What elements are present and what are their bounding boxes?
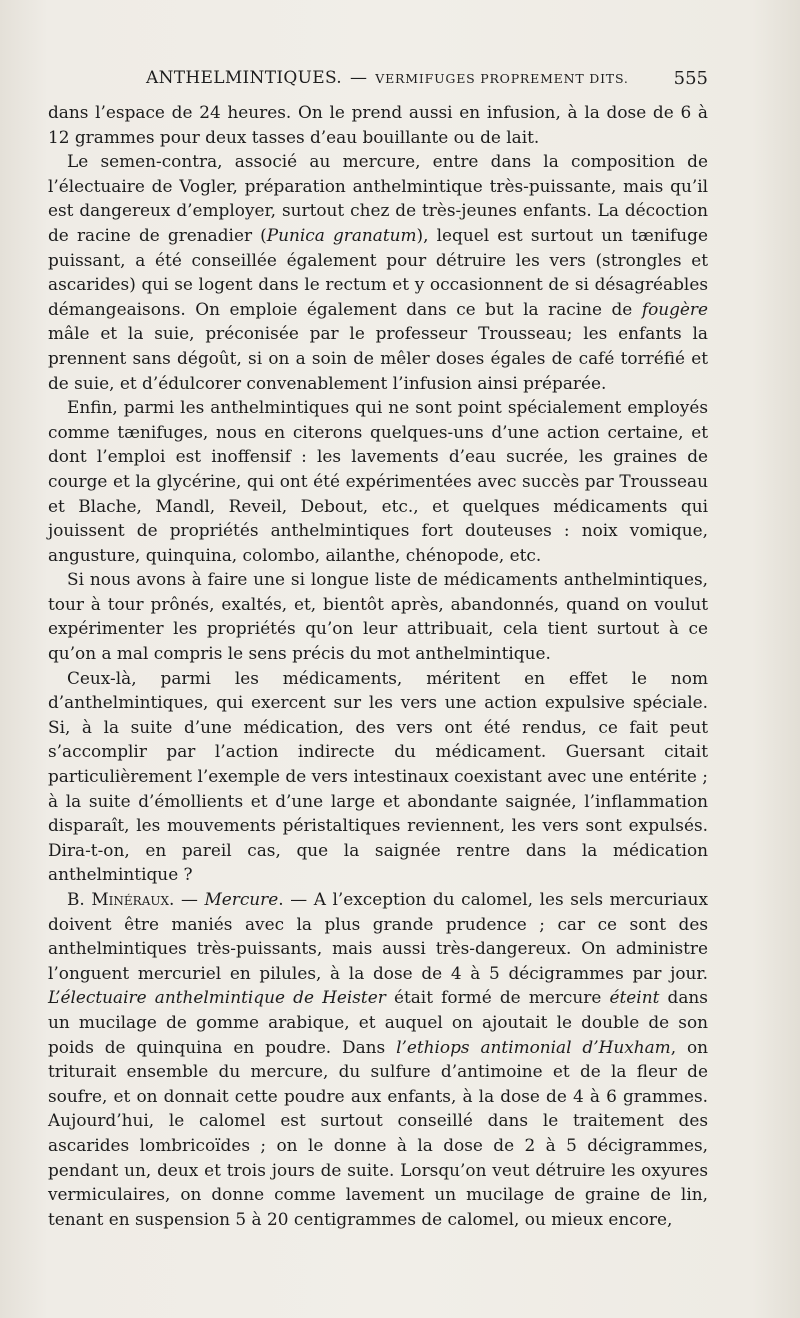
body-text xyxy=(48,100,708,1231)
running-title xyxy=(146,68,629,88)
paragraph-6-part-a: . — A l’exception du calomel, les sels mercuriaux doivent être maniés avec la plus grande prudence ; car ce sont des anthelmintiques très-puissants, mais aussi très-dangereux. On administre l’onguent mercuriel en pilules, à la dose de 4 à 5 décigrammes par jour. xyxy=(48,889,708,983)
running-title-dash: — xyxy=(349,68,368,88)
paragraph-2-italic-fougere: fougère xyxy=(641,298,708,319)
paragraph-5: Ceux-là, parmi les médicaments, méritent en effet le nom d’anthelmintiques, qui exercent sur les vers une action expulsive spéciale. Si, à la suite d’une médication, des vers ont été rendus, ce fait peut s’accomplir par l’action indirecte du médicament. Guersant citait particulièrement l’exemple de vers intestinaux coexistant avec une entérite ; à la suite d’émollients et d’une large et abondante saignée, l’inflammation disparaît, les mouvements péristaltiques reviennent, les vers sont expulsés. Dira-t-on, en pareil cas, que la saignée rentre dans la médication anthelmintique ? xyxy=(48,667,708,885)
paragraph-2 xyxy=(48,149,708,395)
paragraph-6-italic-heister: L’électuaire anthelmintique de Heister xyxy=(48,987,386,1008)
page-number: 555 xyxy=(673,68,708,89)
paragraph-6 xyxy=(48,887,708,1231)
paragraph-6-part-b: était formé de mercure xyxy=(385,987,610,1008)
paragraph-6-italic-mercure: Mercure xyxy=(204,889,279,909)
paragraph-1: dans l’espace de 24 heures. On le prend aussi en infusion, à la dose de 6 à 12 grammes pour deux tasses d’eau bouillante ou de lait. xyxy=(48,102,708,147)
paragraph-6-section-mineraux: Minéraux xyxy=(91,889,170,909)
paragraph-2-part-b: ), lequel est surtout un tænifuge puissant, a été conseillée également pour détruire les vers (strongles et ascarides) qui se logent dans le rectum et y occasionnent de si désagréables démangeaisons. On emploie également dans ce but la racine de xyxy=(48,224,708,319)
paragraph-2-italic-punica: Punica granatum xyxy=(266,224,417,245)
running-title-sub: VERMIFUGES PROPREMENT DITS. xyxy=(375,71,629,86)
running-header xyxy=(48,66,708,96)
paragraph-3: Enfin, parmi les anthelmintiques qui ne sont point spécialement employés comme tænifuges, nous en citerons quelques-uns d’une action certaine, et dont l’emploi est inoffensif : les lavements d’eau sucrée, les graines de courge et la glycérine, qui ont été expérimentées avec succès par Trousseau et Blache, Mandl, Reveil, Debout, etc., et quelques médicaments qui jouissent de propriétés anthelmintiques fort douteuses : noix vomique, angusture, quinquina, colombo, ailanthe, chénopode, etc. xyxy=(48,397,708,565)
paragraph-6-lead: B. xyxy=(67,889,92,909)
paragraph-6-part-d: , on triturait ensemble du mercure, du sulfure d’antimoine et de la fleur de soufre, et on donnait cette poudre aux enfants, à la dose de 4 à 6 grammes. Aujourd’hui, le calomel est surtout conseillé dans le traitement des ascarides lombricoïdes ; on le donne à la dose de 2 à 5 décigrammes, pendant un, deux et trois jours de suite. Lorsqu’on veut détruire les oxyures vermiculaires, on donne comme lavement un mucilage de graine de lin, tenant en suspension 5 à 20 centigrammes de calomel, ou mieux encore, xyxy=(48,1036,708,1229)
paragraph-6-separator: . — xyxy=(169,889,205,909)
paragraph-6-part-c: dans un mucilage de gomme arabique, et auquel on ajoutait le double de son poids de quinquina en poudre. Dans xyxy=(48,987,708,1057)
paragraph-2-part-c: mâle et la suie, préconisée par le professeur Trousseau; les enfants la prennent sans dégoût, si on a soin de mêler doses égales de café torréfié et de suie, et d’édulcorer convenablement l’infusion ainsi préparée. xyxy=(48,323,708,393)
paragraph-6-italic-ethiops: l’ethiops antimonial d’Huxham xyxy=(396,1036,671,1057)
paragraph-4: Si nous avons à faire une si longue liste de médicaments anthelmintiques, tour à tour prônés, exaltés, et, bientôt après, abandonnés, quand on voulut expérimenter les propriétés qu’on leur attribuait, cela tient surtout à ce qu’on a mal compris le sens précis du mot anthelmintique. xyxy=(48,569,708,664)
running-title-main: ANTHELMINTIQUES. xyxy=(146,68,342,88)
paragraph-6-italic-eteint: éteint xyxy=(609,987,660,1008)
paragraph-2-part-a: Le semen-contra, associé au mercure, entre dans la composition de l’électuaire de Vogler, préparation anthelmintique très-puissante, mais qu’il est dangereux d’employer, surtout chez de très-jeunes enfants. La décoction de racine de grenadier ( xyxy=(48,151,708,245)
